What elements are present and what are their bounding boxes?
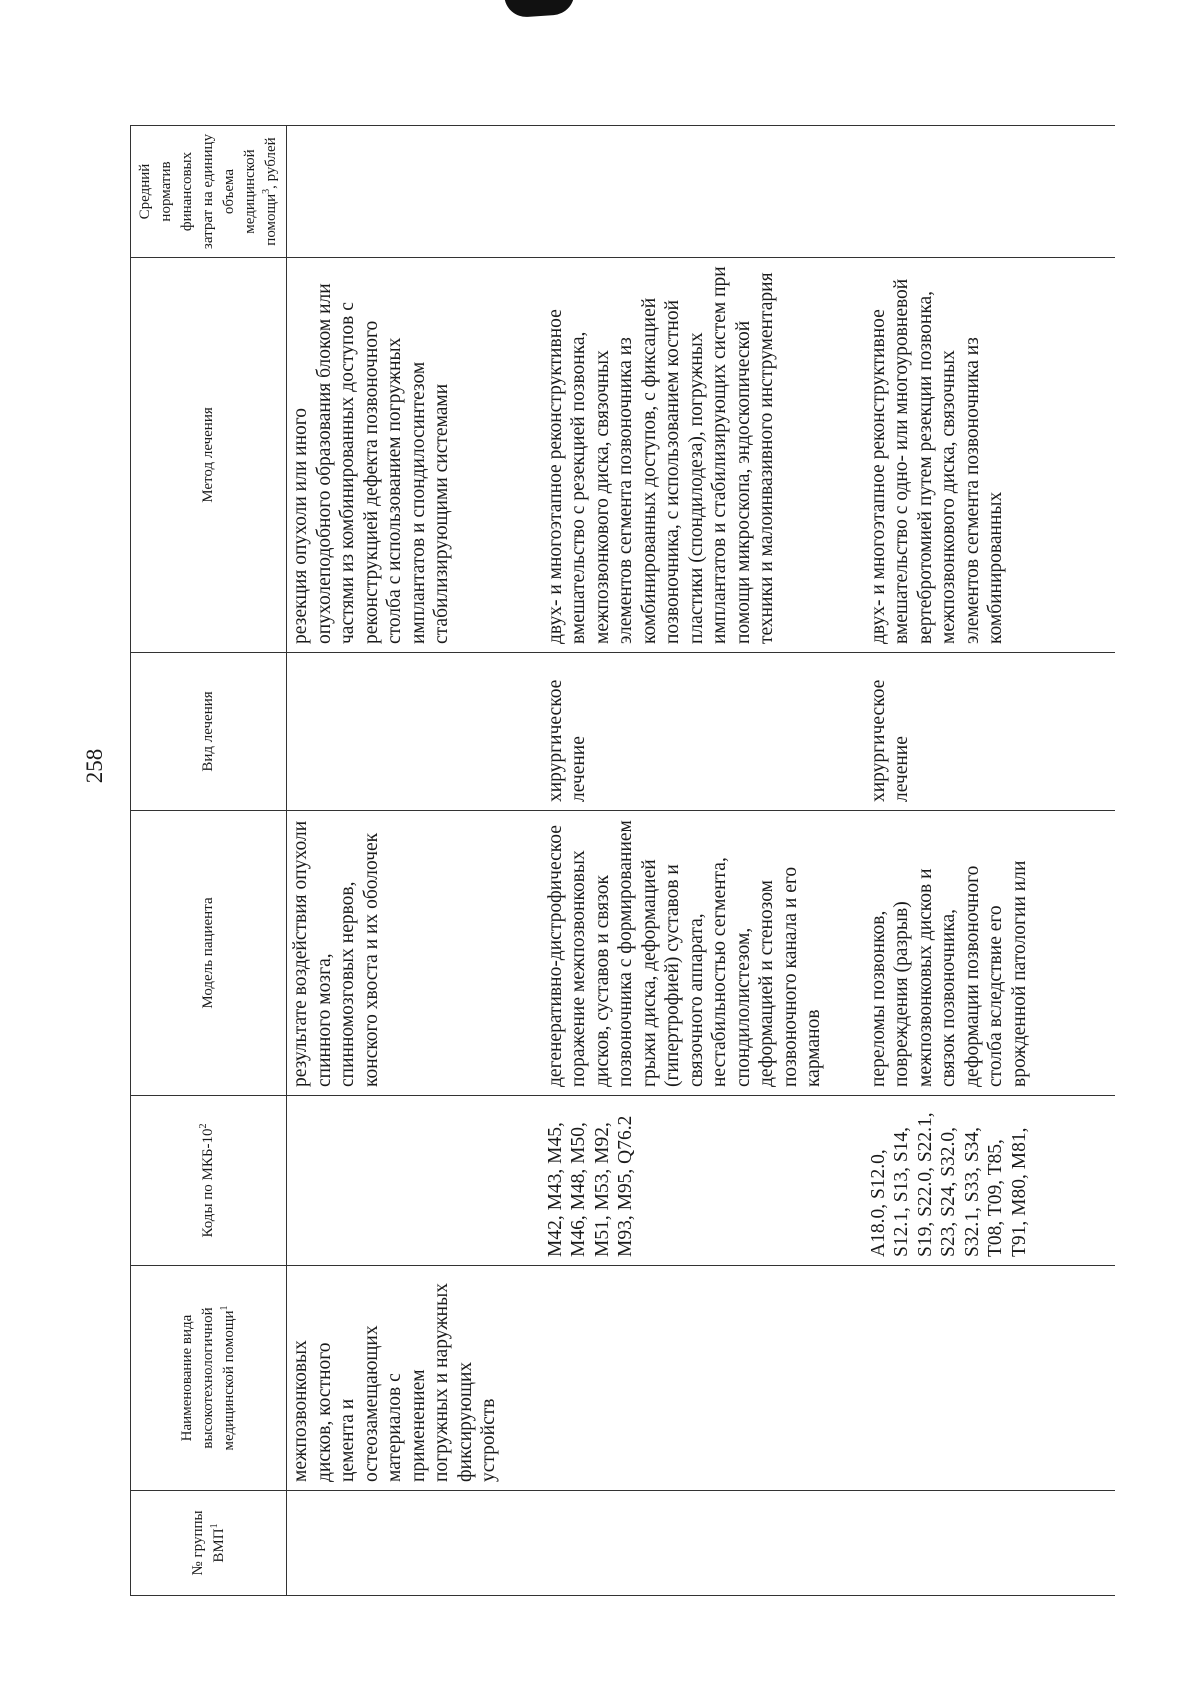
header-name: Наименование вида высокотехнологичной медицинской помощи$^1$ [131, 1266, 287, 1491]
cell-model: результате воздействия опухоли спинного мозга, спинномозговых нервов, конского хвоста и их оболочек [287, 811, 542, 1096]
cell-name: межпозвонковых дисков, костного цемента и остеозамещающих материалов с применением погружных и наружных фиксирующих устройств [287, 1266, 542, 1491]
cell-treatment-type [287, 653, 542, 811]
header-treatment-type: Вид лечения [131, 653, 287, 811]
cell-group-no [542, 1491, 865, 1596]
cell-group-no [287, 1491, 542, 1596]
page-number: 258 [82, 748, 107, 784]
cell-treatment-type: хирургическое лечение [542, 653, 865, 811]
table-row [542, 126, 865, 1596]
table-row [287, 126, 542, 1596]
cell-method: двух- и многоэтапное реконструктивное вмешательство с резекцией позвонка, межпозвонкового диска, связочных элементов сегмента позвоночника из комбинированных доступов, с фиксацией позвоночника, с использованием костной пластики (спондилодеза), погружных имплантатов и стабилизирующих систем при помощи микроскопа, эндоскопической техники и малоинвазивного инструментария [542, 258, 865, 653]
cell-codes: M42, M43, M45, M46, M48, M50, M51, M53, M92, M93, M95, Q76.2 [542, 1096, 865, 1266]
table-row [865, 126, 1115, 1596]
header-codes: Коды по МКБ-$10^2$ [131, 1096, 287, 1266]
cell-codes: A18.0, S12.0, S12.1, S13, S14, S19, S22.0, S22.1, S23, S24, S32.0, S32.1, S33, S34, T08, T09, T85, T91, M80, M81, [865, 1096, 1115, 1266]
header-method: Метод лечения [131, 258, 287, 653]
header-row [131, 126, 287, 1596]
cell-method: двух- и многоэтапное реконструктивное вмешательство с одно- или многоуровневой вертебротомией путем резекции позвонка, межпозвонкового диска, связочных элементов сегмента позвоночника из комбинированных [865, 258, 1115, 653]
vmp-table [130, 125, 1115, 1596]
cell-codes [287, 1096, 542, 1266]
cell-treatment-type: хирургическое лечение [865, 653, 1115, 811]
header-norm: Средний норматив финансовых затрат на единицу объема медицинской помощи$^3$, рублей [131, 126, 287, 258]
cell-model: дегенеративно-дистрофическое поражение межпозвонковых дисков, суставов и связок позвоночника с формированием грыжи диска, деформацией (гипертрофией) суставов и связочного аппарата, нестабильностью сегмента, спондилолистезом, деформацией и стенозом позвоночного канала и его карманов [542, 811, 865, 1096]
header-group-no: № группы ВМП$^1$ [131, 1491, 287, 1596]
cell-name [865, 1266, 1115, 1491]
cell-norm [287, 126, 542, 258]
cell-group-no [865, 1491, 1115, 1596]
cell-norm [865, 126, 1115, 258]
cell-name [542, 1266, 865, 1491]
cell-method: резекция опухоли или иного опухолеподобного образования блоком или частями из комбинированных доступов с реконструкцией дефекта позвоночного столба с использованием погружных имплантатов и спондилосинтезом стабилизирующими системами [287, 258, 542, 653]
cell-norm [542, 126, 865, 258]
cell-model: переломы позвонков, повреждения (разрыв) межпозвонковых дисков и связок позвоночника, деформации позвоночного столба вследствие его врожденной патологии или [865, 811, 1115, 1096]
header-model: Модель пациента [131, 811, 287, 1096]
